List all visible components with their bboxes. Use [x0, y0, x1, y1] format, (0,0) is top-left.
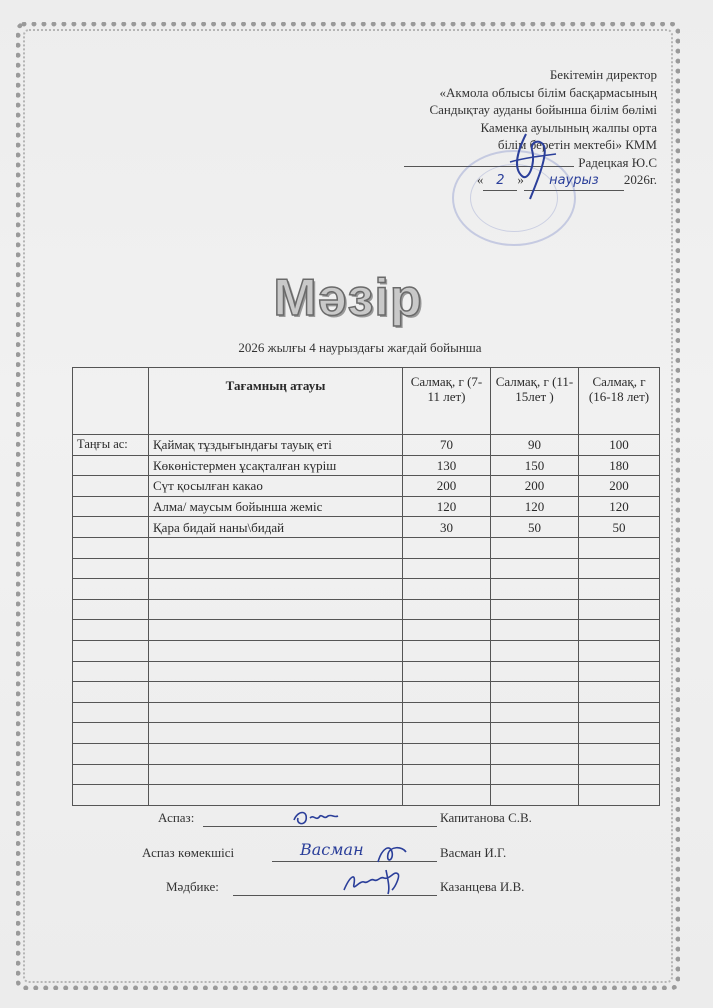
approval-line: Бекітемін директор [549, 67, 657, 82]
dish-name-cell: Қаймақ тұздығындағы тауық еті [149, 435, 403, 456]
cook-label: Аспаз: [158, 810, 195, 825]
dish-name-cell: Қара бидай наны\бидай [149, 517, 403, 538]
assistant-name: Васман И.Г. [440, 845, 507, 860]
weight-11-15-cell: 90 [491, 435, 579, 456]
cook-name: Капитанова С.В. [440, 810, 532, 825]
nurse-signature [340, 866, 406, 896]
nurse-label: Мәдбике: [166, 879, 219, 894]
page-subtitle: 2026 жылғы 4 наурыздағы жағдай бойынша [238, 340, 482, 355]
weight-16-18-cell: 180 [579, 455, 660, 476]
cook-signature [290, 806, 340, 828]
dish-name-cell: Көкөністермен ұсақталған күріш [149, 455, 403, 476]
nurse-name: Казанцева И.В. [440, 879, 525, 894]
page-title: Мәзір [273, 269, 423, 327]
date-day: 2 [483, 172, 517, 191]
approval-line: Каменка ауылының жалпы орта [480, 119, 657, 135]
weight-16-18-cell: 120 [579, 496, 660, 517]
header-weight-7-11: Салмақ, г (7-11 лет) [403, 368, 491, 435]
dish-name-cell: Алма/ маусым бойынша жеміс [149, 496, 403, 517]
weight-7-11-cell: 130 [403, 455, 491, 476]
header-weight-11-15: Салмақ, г (11-15лет ) [491, 368, 579, 435]
weight-11-15-cell: 200 [491, 476, 579, 497]
header-weight-16-18: Салмақ, г (16-18 лет) [579, 368, 660, 435]
approval-line: «Акмола облысы білім басқармасының [439, 84, 657, 100]
weight-16-18-cell: 50 [579, 517, 660, 538]
weight-11-15-cell: 120 [491, 496, 579, 517]
weight-16-18-cell: 200 [579, 476, 660, 497]
assistant-label: Аспаз көмекшісі [142, 845, 235, 860]
assistant-signature [372, 842, 412, 866]
weight-7-11-cell: 200 [403, 476, 491, 497]
weight-7-11-cell: 120 [403, 496, 491, 517]
director-name: Радецкая Ю.С [578, 154, 657, 170]
nurse-signature-line [233, 895, 437, 896]
date-month: наурыз [524, 172, 624, 191]
dish-name-cell: Сүт қосылған какао [149, 476, 403, 497]
weight-11-15-cell: 150 [491, 455, 579, 476]
approval-date: « 2 » наурыз 2026г. [337, 171, 657, 191]
approval-line: білім беретін мектебі» КММ [497, 137, 657, 152]
weight-16-18-cell: 100 [579, 435, 660, 456]
weight-11-15-cell: 50 [491, 517, 579, 538]
weight-7-11-cell: 30 [403, 517, 491, 538]
assistant-signature-text: Васман [300, 840, 364, 859]
approval-line: Сандықтау ауданы бойынша білім бөлімі [429, 102, 657, 117]
assistant-signature-line [272, 861, 437, 862]
weight-7-11-cell: 70 [403, 435, 491, 456]
meal-cell: Таңғы ас: [73, 435, 149, 456]
header-dish-name: Тағамның атауы [149, 368, 403, 435]
